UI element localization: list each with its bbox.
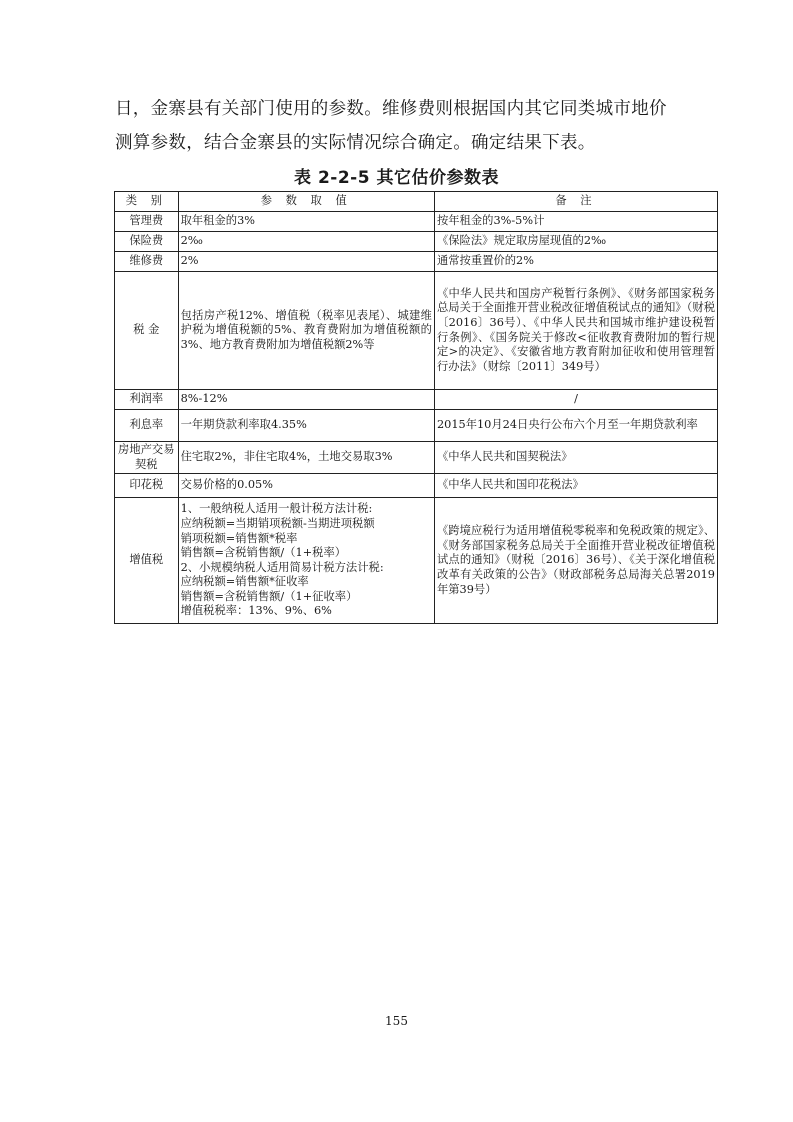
vat-line: 销项税额=销售额*税率 [180, 531, 298, 545]
table-row [115, 498, 718, 624]
row-value: 交易价格的0.05% [178, 474, 434, 498]
row-note: 2015年10月24日央行公布六个月至一年期贷款利率 [434, 410, 717, 442]
row-note: / [434, 390, 717, 410]
table-row [115, 410, 718, 442]
row-category: 利润率 [115, 390, 179, 410]
header-category: 类 别 [115, 192, 179, 212]
parameter-table [114, 191, 718, 624]
intro-line-1: 日，金寨县有关部门使用的参数。维修费则根据国内其它同类城市地价 [115, 99, 667, 119]
intro-paragraph [115, 92, 705, 160]
row-category: 房地产交易契税 [115, 442, 179, 474]
table-row [115, 212, 718, 232]
row-note: 《保险法》规定取房屋现值的2‰ [434, 232, 717, 252]
row-category: 利息率 [115, 410, 179, 442]
row-value: 8%-12% [178, 390, 434, 410]
vat-line: 应纳税额=当期销项税额-当期进项税额 [180, 516, 375, 530]
vat-line: 2、小规模纳税人适用简易计税方法计税: [180, 560, 384, 574]
vat-line: 增值税税率：13%、9%、6% [180, 604, 332, 618]
header-value: 参 数 取 值 [178, 192, 434, 212]
row-note: 《中华人民共和国印花税法》 [434, 474, 717, 498]
table-row [115, 232, 718, 252]
vat-line: 销售额=含税销售额/（1+税率） [180, 546, 347, 560]
row-value: 2‰ [178, 232, 434, 252]
row-category: 增值税 [115, 498, 179, 624]
row-category: 印花税 [115, 474, 179, 498]
table-header-row [115, 192, 718, 212]
row-category: 保险费 [115, 232, 179, 252]
page-number: 155 [385, 1014, 408, 1028]
row-category: 维修费 [115, 252, 179, 272]
row-note: 《中华人民共和国房产税暂行条例》、《财务部国家税务总局关于全面推开营业税改征增值税试点的通知》（财税〔2016〕36号）、《中华人民共和国城市维护建设税暂行条例》、《国务院关于修改<征收教育费附加的暂行规定>的决定》、《安徽省地方教育附加征收和使用管理暂行办法》（财综〔2011〕349号） [434, 272, 717, 390]
table-row [115, 252, 718, 272]
row-value: 住宅取2%，非住宅取4%，土地交易取3% [178, 442, 434, 474]
row-value: 2% [178, 252, 434, 272]
row-value: 取年租金的3% [178, 212, 434, 232]
table-caption: 表 2-2-5 其它估价参数表 [294, 168, 499, 188]
vat-line: 应纳税额=销售额*征收率 [180, 575, 309, 589]
table-row [115, 474, 718, 498]
row-category: 税 金 [115, 272, 179, 390]
table-row [115, 272, 718, 390]
row-value: 包括房产税12%、增值税（税率见表尾）、城建维护税为增值税额的5%、教育费附加为增值税额的3%、地方教育费附加为增值税额2%等 [178, 272, 434, 390]
vat-line: 1、一般纳税人适用一般计税方法计税: [180, 502, 373, 516]
row-note: 《中华人民共和国契税法》 [434, 442, 717, 474]
row-value: 一年期贷款利率取4.35% [178, 410, 434, 442]
table-row [115, 442, 718, 474]
vat-line: 销售额=含税销售额/（1+征收率） [180, 589, 358, 603]
table-row [115, 390, 718, 410]
row-category: 管理费 [115, 212, 179, 232]
row-note: 《跨境应税行为适用增值税零税率和免税政策的规定》、《财务部国家税务总局关于全面推开营业税改征增值税试点的通知》（财税〔2016〕36号）、《关于深化增值税改革有关政策的公告》（财政部税务总局海关总署2019年第39号） [434, 498, 717, 624]
row-note: 通常按重置价的2% [434, 252, 717, 272]
intro-line-2: 测算参数，结合金寨县的实际情况综合确定。确定结果下表。 [115, 133, 596, 153]
row-value [178, 498, 434, 624]
header-note: 备 注 [434, 192, 717, 212]
row-note: 按年租金的3%-5%计 [434, 212, 717, 232]
